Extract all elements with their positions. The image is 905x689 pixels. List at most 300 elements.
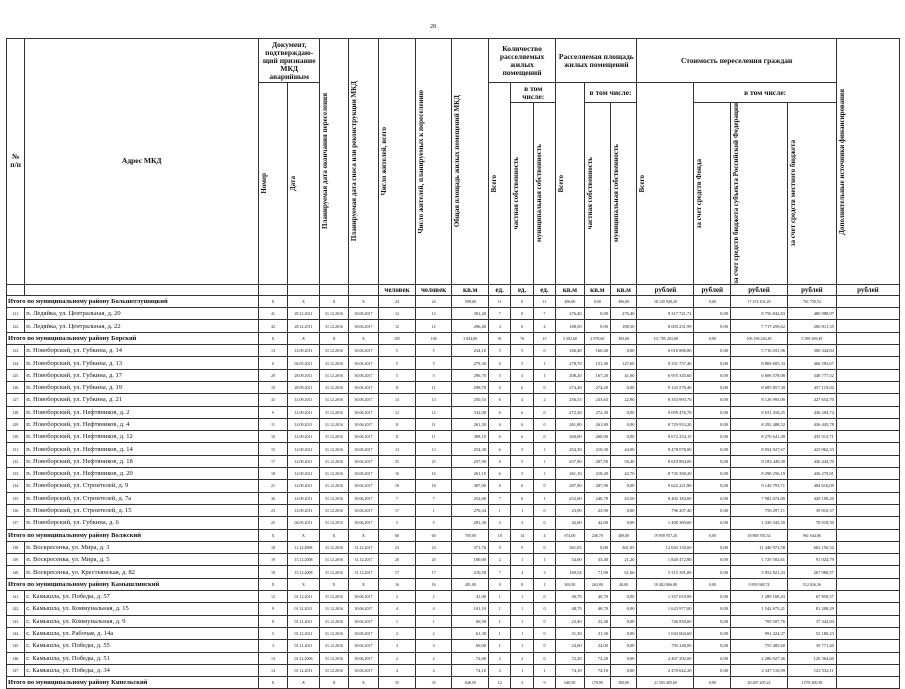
cell-res: 18 bbox=[379, 480, 416, 492]
cell-area: 41,00 bbox=[452, 591, 489, 603]
cell-a-all: 54,60 bbox=[556, 554, 584, 566]
cell-c-loc: 70 018,50 bbox=[788, 517, 837, 529]
cell-priv: 5 bbox=[511, 468, 533, 480]
cell-res: 5 bbox=[379, 345, 416, 357]
cell-c-fund: 0,00 bbox=[694, 468, 731, 480]
cell-area: 72,00 bbox=[452, 652, 489, 664]
cell-c-fund: 0,00 bbox=[694, 394, 731, 406]
cell-date: 15.12.2008 bbox=[287, 566, 320, 578]
cell-c-all: 8 735 390,20 bbox=[637, 468, 694, 480]
cell-num: 135. bbox=[7, 492, 25, 504]
cell-area: 307,00 bbox=[452, 480, 489, 492]
cell-res: 12 bbox=[379, 320, 416, 332]
table-row bbox=[7, 517, 900, 529]
cell-demo: 30.06.2017 bbox=[348, 480, 379, 492]
col-planned-end-header: Планируемая дата окончания переселения bbox=[320, 39, 348, 285]
col-total-area-header: Общая площадь жилых помещений МКД bbox=[452, 39, 489, 285]
cell-res: 16 bbox=[379, 578, 416, 590]
cell-c-fund: 0,00 bbox=[694, 529, 731, 541]
cell-c-loc: 67 850,57 bbox=[788, 591, 837, 603]
cell-c-all: 8 402 184,00 bbox=[637, 492, 694, 504]
cell-priv: 1 bbox=[511, 504, 533, 516]
table-row bbox=[7, 591, 900, 603]
cell-a-mun: 0,00 bbox=[611, 603, 637, 615]
cell-c-fund: 0,00 bbox=[694, 295, 731, 307]
cell-mun: 0 bbox=[533, 640, 555, 652]
cell-date: 01.12.2011 bbox=[287, 615, 320, 627]
cell-c-add bbox=[836, 578, 899, 590]
cell-c-rf: 8 756 842,83 bbox=[731, 308, 788, 320]
cell-res: 17 bbox=[379, 566, 416, 578]
cell-c-add bbox=[836, 295, 899, 307]
cell-priv: 9 bbox=[511, 541, 533, 553]
table-row bbox=[7, 566, 900, 578]
cell-a-priv: 42,00 bbox=[584, 517, 610, 529]
cell-date: 14.09.2011 bbox=[287, 504, 320, 516]
col-count-municipal-header: муниципальная собственность bbox=[533, 103, 555, 285]
cell-number: 41 bbox=[259, 308, 287, 320]
col-count-private-header: частная собственность bbox=[511, 103, 533, 285]
cell-end: 31.12.2016 bbox=[320, 480, 348, 492]
cell-address: п. Новоборский, ул. Нефтяников, д. 14 bbox=[25, 443, 259, 455]
cell-date: 01.12.2006 bbox=[287, 652, 320, 664]
cell-c-add bbox=[836, 677, 899, 689]
cell-c-add bbox=[836, 345, 899, 357]
cell-a-all: 31,30 bbox=[556, 627, 584, 639]
cell-res: 5 bbox=[379, 517, 416, 529]
cell-a-all: 257,90 bbox=[556, 455, 584, 467]
cell-date: 14.09.2011 bbox=[287, 468, 320, 480]
cell-a-mun: 41,00 bbox=[611, 369, 637, 381]
cell-c-all: 9 059 476,70 bbox=[637, 406, 694, 418]
cell-end: 31.12.2016 bbox=[320, 369, 348, 381]
cell-num: 126. bbox=[7, 381, 25, 393]
cell-number: 15 bbox=[259, 443, 287, 455]
cell-a-priv: 2 978,60 bbox=[584, 332, 610, 344]
cell-c-rf: 8 869 605,33 bbox=[731, 357, 788, 369]
cell-cnt: 9 bbox=[489, 541, 511, 553]
cell-a-mun: 0,00 bbox=[611, 652, 637, 664]
cell-a-all: 261,80 bbox=[556, 418, 584, 430]
cell-mun: 7 bbox=[533, 308, 555, 320]
cell-number: 25 bbox=[259, 517, 287, 529]
cell-address: п. Новоборский, ул. Нефтяников, д. 18 bbox=[25, 455, 259, 467]
cell-a-all: 648,50 bbox=[556, 677, 584, 689]
cell-address: п. Новоборский, ул. Нефтяников, д. 20 bbox=[25, 468, 259, 480]
cell-num: 130. bbox=[7, 431, 25, 443]
cell-mun: 1 bbox=[533, 468, 555, 480]
cell-res: 23 bbox=[379, 541, 416, 553]
cell-cnt: 6 bbox=[489, 431, 511, 443]
cell-number: 23 bbox=[259, 504, 287, 516]
cell-address: с. Камышла, ул. Победы, д. 55 bbox=[25, 640, 259, 652]
cell-a-mun: 0,00 bbox=[611, 517, 637, 529]
cell-c-fund: 0,00 bbox=[694, 320, 731, 332]
cell-cnt: 6 bbox=[489, 418, 511, 430]
cell-c-add bbox=[836, 369, 899, 381]
cell-number: X bbox=[259, 529, 287, 541]
cell-priv: 5 bbox=[511, 345, 533, 357]
cell-res: 17 bbox=[379, 504, 416, 516]
cell-number: 18 bbox=[259, 541, 287, 553]
cell-res: 7 bbox=[379, 492, 416, 504]
cell-res: 24 bbox=[379, 295, 416, 307]
cell-demo: 30.06.2017 bbox=[348, 381, 379, 393]
cell-a-priv: 23,90 bbox=[584, 504, 610, 516]
cell-end: 31.12.2016 bbox=[320, 381, 348, 393]
cell-c-rf: 8 183 449,30 bbox=[731, 455, 788, 467]
cell-demo: 30.06.2017 bbox=[348, 455, 379, 467]
cell-demo: 30.06.2017 bbox=[348, 308, 379, 320]
cell-area: 234,10 bbox=[452, 345, 489, 357]
cell-demo: X bbox=[348, 529, 379, 541]
cell-a-mun: 0,00 bbox=[611, 345, 637, 357]
cell-area: 301,20 bbox=[452, 308, 489, 320]
cell-number: 19 bbox=[259, 381, 287, 393]
cell-demo: 31.12.2017 bbox=[348, 566, 379, 578]
cell-date: X bbox=[287, 295, 320, 307]
cell-mun: 1 bbox=[533, 357, 555, 369]
cell-address: с. Камышла, ул. Рабочая, д. 14а bbox=[25, 627, 259, 639]
cell-num: 142. bbox=[7, 603, 25, 615]
cell-c-fund: 0,00 bbox=[694, 406, 731, 418]
cell-res: 20 bbox=[379, 554, 416, 566]
cell-a-all: 22,40 bbox=[556, 615, 584, 627]
cell-cnt: 18 bbox=[489, 529, 511, 541]
cell-mun: 0 bbox=[533, 418, 555, 430]
cell-num: 123. bbox=[7, 345, 25, 357]
cell-c-fund: 0,00 bbox=[694, 554, 731, 566]
table-row bbox=[7, 603, 900, 615]
cell-address: п. Новоборский, ул. Нефтяников, д. 4 bbox=[25, 418, 259, 430]
col-residents-planned-header: Число жителей, планируемых к переселению bbox=[415, 39, 452, 285]
table-row bbox=[7, 443, 900, 455]
cell-c-add bbox=[836, 320, 899, 332]
cell-date: 14.09.2011 bbox=[287, 418, 320, 430]
cell-c-loc: 420 109,20 bbox=[788, 492, 837, 504]
cell-mun: 15 bbox=[533, 332, 555, 344]
cell-c-all: 8 729 933,20 bbox=[637, 418, 694, 430]
cell-c-loc: 5 589 269,49 bbox=[788, 332, 837, 344]
cell-a-priv: 40,70 bbox=[584, 591, 610, 603]
cell-end: 31.12.2016 bbox=[320, 492, 348, 504]
cell-a-priv: 246,70 bbox=[584, 529, 610, 541]
cell-date: 28.12.2011 bbox=[287, 308, 320, 320]
cell-c-all: 2 470 642,20 bbox=[637, 664, 694, 676]
cell-date: 28.09.2011 bbox=[287, 381, 320, 393]
table-header bbox=[7, 39, 900, 296]
cell-demo: 31.12.2017 bbox=[348, 541, 379, 553]
cell-end: 31.12.2016 bbox=[320, 345, 348, 357]
cell-date: 01.12.2011 bbox=[287, 603, 320, 615]
cell-a-mun: 0,00 bbox=[611, 591, 637, 603]
cell-c-all: 8 353 993,70 bbox=[637, 394, 694, 406]
cell-c-add bbox=[836, 492, 899, 504]
cell-priv: 2 bbox=[511, 652, 533, 664]
cell-c-all: 10 402 866,80 bbox=[637, 578, 694, 590]
cell-demo: 30.06.2017 bbox=[348, 443, 379, 455]
cell-end: 31.12.2016 bbox=[320, 418, 348, 430]
cell-date: 28.09.2011 bbox=[287, 369, 320, 381]
cell-a-all: 252,00 bbox=[556, 492, 584, 504]
cell-c-loc: 436 444,70 bbox=[788, 455, 837, 467]
cell-cnt: 6 bbox=[489, 480, 511, 492]
cell-num: 137. bbox=[7, 517, 25, 529]
cell-c-fund: 0,00 bbox=[694, 615, 731, 627]
cell-area: 296,40 bbox=[452, 320, 489, 332]
cell-c-fund: 0,00 bbox=[694, 308, 731, 320]
cell-cnt: 91 bbox=[489, 332, 511, 344]
cell-num: 129. bbox=[7, 418, 25, 430]
cell-a-priv: 166,40 bbox=[584, 345, 610, 357]
cell-c-loc: 300 344,84 bbox=[788, 345, 837, 357]
cell-address: п. Новоборский, ул. Губкина, д. 21 bbox=[25, 394, 259, 406]
cell-resp: 5 bbox=[415, 345, 452, 357]
cell-c-rf: 8 276 641,49 bbox=[731, 431, 788, 443]
cell-priv: 14 bbox=[511, 529, 533, 541]
col-area-group-header: Расселяемая площадь жилых помещений bbox=[556, 39, 637, 83]
cell-area: 705,00 bbox=[452, 529, 489, 541]
cell-a-priv: 0,00 bbox=[584, 541, 610, 553]
cell-area: 281,30 bbox=[452, 517, 489, 529]
cell-priv: 1 bbox=[511, 591, 533, 603]
cell-c-rf: 2 286 927,36 bbox=[731, 652, 788, 664]
cell-demo: 30.06.2017 bbox=[348, 394, 379, 406]
cell-res: 13 bbox=[379, 394, 416, 406]
cell-mun: 0 bbox=[533, 603, 555, 615]
cell-resp: 13 bbox=[415, 394, 452, 406]
cell-c-all: 1 820 472,80 bbox=[637, 554, 694, 566]
cell-res: 13 bbox=[379, 443, 416, 455]
cell-mun: 0 bbox=[533, 345, 555, 357]
cell-cnt: 11 bbox=[489, 295, 511, 307]
cell-c-loc: 436 284,74 bbox=[788, 406, 837, 418]
cell-c-loc: 280 811,35 bbox=[788, 320, 837, 332]
cell-a-all: 169,54 bbox=[556, 566, 584, 578]
cell-res: 60 bbox=[379, 529, 416, 541]
cell-c-fund: 0,00 bbox=[694, 357, 731, 369]
cell-area: 257,90 bbox=[452, 455, 489, 467]
table-row bbox=[7, 308, 900, 320]
cell-cnt: 2 bbox=[489, 664, 511, 676]
cell-a-all: 42,00 bbox=[556, 517, 584, 529]
cell-cnt: 2 bbox=[489, 554, 511, 566]
cell-a-priv: 0,00 bbox=[584, 295, 610, 307]
cell-mun: 0 bbox=[533, 381, 555, 393]
cell-c-all: 21 565 405,60 bbox=[637, 677, 694, 689]
table-row bbox=[7, 468, 900, 480]
cell-mun: 2 bbox=[533, 394, 555, 406]
cell-c-rf: 17 474 101,20 bbox=[731, 295, 788, 307]
resettlement-table bbox=[6, 38, 900, 689]
cell-cnt: 12 bbox=[489, 677, 511, 689]
cell-a-priv: 22,40 bbox=[584, 615, 610, 627]
cell-number: X bbox=[259, 295, 287, 307]
cell-cnt: 6 bbox=[489, 468, 511, 480]
cell-c-fund: 0,00 bbox=[694, 677, 731, 689]
cell-area: 210,50 bbox=[452, 566, 489, 578]
cell-a-all: 40,70 bbox=[556, 591, 584, 603]
cell-a-all: 72,20 bbox=[556, 652, 584, 664]
cell-a-all: 74,10 bbox=[556, 664, 584, 676]
cell-c-all: 18 120 949,20 bbox=[637, 295, 694, 307]
cell-priv: 1 bbox=[511, 603, 533, 615]
cell-area: 3 844,00 bbox=[452, 332, 489, 344]
cell-a-all: 188,50 bbox=[556, 320, 584, 332]
cell-resp: 35 bbox=[415, 677, 452, 689]
cell-c-rf: 11 440 973,58 bbox=[731, 541, 788, 553]
cell-a-all: 674,00 bbox=[556, 529, 584, 541]
cell-mun: 9 bbox=[533, 677, 555, 689]
cell-c-fund: 0,00 bbox=[694, 517, 731, 529]
cell-resp: 18 bbox=[415, 480, 452, 492]
cell-end: 31.12.2016 bbox=[320, 566, 348, 578]
cell-mun: 1 bbox=[533, 664, 555, 676]
cell-a-all: 256,53 bbox=[556, 394, 584, 406]
cell-priv: 3 bbox=[511, 677, 533, 689]
cell-resp: 16 bbox=[415, 578, 452, 590]
cell-mun: 0 bbox=[533, 541, 555, 553]
col-area-private-header: частная собственность bbox=[584, 103, 610, 285]
cell-a-priv: 218,40 bbox=[584, 468, 610, 480]
cell-a-priv: 167,20 bbox=[584, 369, 610, 381]
cell-address: п. Новоборский, ул. Строителей, д. 15 bbox=[25, 504, 259, 516]
units-row: человек человек кв.м ед. ед. ед. кв.м кв.м кв.м рублей рублей рублей рублей рублей bbox=[7, 284, 900, 295]
cell-demo: 30.06.2017 bbox=[348, 517, 379, 529]
cell-a-mun: 489,00 bbox=[611, 529, 637, 541]
cell-c-rf: 20 487 205,22 bbox=[731, 677, 788, 689]
cell-c-rf: 8 292 488,52 bbox=[731, 418, 788, 430]
table-row bbox=[7, 345, 900, 357]
cell-c-rf: 1 330 345,50 bbox=[731, 517, 788, 529]
cell-a-all: 254,30 bbox=[556, 443, 584, 455]
cell-a-priv: 240,78 bbox=[584, 492, 610, 504]
cell-area: 250,53 bbox=[452, 394, 489, 406]
cell-c-loc: 81 208,29 bbox=[788, 603, 837, 615]
cell-resp: 7 bbox=[415, 492, 452, 504]
cell-date: 14.09.2011 bbox=[287, 406, 320, 418]
cell-mun: 0 bbox=[533, 480, 555, 492]
cell-a-mun: 0,00 bbox=[611, 615, 637, 627]
cell-end: X bbox=[320, 332, 348, 344]
cell-c-add bbox=[836, 652, 899, 664]
cell-area: 648,50 bbox=[452, 677, 489, 689]
cell-priv: 1 bbox=[511, 664, 533, 676]
cell-res: 105 bbox=[379, 332, 416, 344]
cell-resp: 11 bbox=[415, 381, 452, 393]
cell-end: X bbox=[320, 529, 348, 541]
cell-a-mun: 40,00 bbox=[611, 578, 637, 590]
cell-a-mun: 0,00 bbox=[611, 418, 637, 430]
cell-date: 14.09.2011 bbox=[287, 480, 320, 492]
cell-resp: 16 bbox=[415, 468, 452, 480]
cell-c-rf: 9 839 948,74 bbox=[731, 578, 788, 590]
cell-resp: 17 bbox=[415, 566, 452, 578]
cell-a-mun: 0,00 bbox=[611, 627, 637, 639]
cell-c-fund: 0,00 bbox=[694, 652, 731, 664]
cell-c-rf: 2 347 110,09 bbox=[731, 664, 788, 676]
cell-c-all: 2 407 292,00 bbox=[637, 652, 694, 664]
cell-c-add bbox=[836, 308, 899, 320]
col-count-group-header: Количество расселяемых жилых помещений bbox=[489, 39, 556, 83]
cell-resp: 25 bbox=[415, 455, 452, 467]
cell-num: 122. bbox=[7, 320, 25, 332]
cell-priv: 5 bbox=[511, 455, 533, 467]
cell-c-rf: 1 729 502,61 bbox=[731, 554, 788, 566]
cell-a-mun: 0,00 bbox=[611, 406, 637, 418]
col-doc-date-header: Дата bbox=[287, 83, 320, 285]
cell-demo: X bbox=[348, 332, 379, 344]
cell-a-all: 287,90 bbox=[556, 480, 584, 492]
cell-resp: 106 bbox=[415, 332, 452, 344]
cell-area: 69,00 bbox=[452, 640, 489, 652]
cell-res: 11 bbox=[379, 431, 416, 443]
cell-priv: 1 bbox=[511, 627, 533, 639]
cell-end: 31.12.2016 bbox=[320, 603, 348, 615]
cell-end: 31.12.2016 bbox=[320, 394, 348, 406]
cell-a-all: 278,70 bbox=[556, 357, 584, 369]
cell-a-mun: 188,50 bbox=[611, 320, 637, 332]
subtotal-row bbox=[7, 529, 900, 541]
col-area-incl-header: в том числе: bbox=[584, 83, 637, 103]
cell-c-add bbox=[836, 468, 899, 480]
cell-resp: 4 bbox=[415, 603, 452, 615]
cell-resp: 2 bbox=[415, 591, 452, 603]
cell-date: 14.09.2011 bbox=[287, 455, 320, 467]
cell-address: Итого по муниципальному району Кинельский bbox=[7, 677, 259, 689]
cell-a-priv: 260,00 bbox=[584, 431, 610, 443]
cell-address: Итого по муниципальному району Волжский bbox=[7, 529, 259, 541]
table-row bbox=[7, 492, 900, 504]
cell-cnt: 1 bbox=[489, 603, 511, 615]
cell-c-all: 1 623 977,00 bbox=[637, 603, 694, 615]
cell-num: 140. bbox=[7, 566, 25, 578]
cell-area: 252,00 bbox=[452, 492, 489, 504]
cell-mun: 3 bbox=[533, 566, 555, 578]
table-row bbox=[7, 381, 900, 393]
cell-c-fund: 0,00 bbox=[694, 443, 731, 455]
cell-c-loc: 267 980,57 bbox=[788, 566, 837, 578]
cell-c-add bbox=[836, 332, 899, 344]
cell-number: 18 bbox=[259, 468, 287, 480]
subtotal-row bbox=[7, 578, 900, 590]
cell-date: X bbox=[287, 578, 320, 590]
cell-a-priv: 24,00 bbox=[584, 640, 610, 652]
cell-a-priv: 74,10 bbox=[584, 664, 610, 676]
cell-cnt: 3 bbox=[489, 517, 511, 529]
cell-c-loc: 457 119,02 bbox=[788, 381, 837, 393]
cell-cnt: 6 bbox=[489, 357, 511, 369]
cell-a-priv: 272,30 bbox=[584, 406, 610, 418]
cell-mun: 1 bbox=[533, 443, 555, 455]
cell-cnt: 6 bbox=[489, 455, 511, 467]
cell-a-mun: 0,00 bbox=[611, 431, 637, 443]
cell-a-mun: 383,60 bbox=[611, 332, 637, 344]
cell-end: X bbox=[320, 578, 348, 590]
cell-num: 124. bbox=[7, 357, 25, 369]
cell-c-add bbox=[836, 517, 899, 529]
cell-c-rf: 8 126 993,00 bbox=[731, 394, 788, 406]
cell-res: 16 bbox=[379, 468, 416, 480]
cell-resp: 13 bbox=[415, 443, 452, 455]
table-body bbox=[7, 295, 900, 689]
cell-c-loc: 961 644,86 bbox=[788, 529, 837, 541]
cell-a-all: 272,30 bbox=[556, 406, 584, 418]
cell-number: 13 bbox=[259, 345, 287, 357]
cell-c-rf: 8 685 857,30 bbox=[731, 381, 788, 393]
cell-priv: 4 bbox=[511, 394, 533, 406]
cell-address: п. Новоборский, ул. Нефтяников, д. 2 bbox=[25, 406, 259, 418]
